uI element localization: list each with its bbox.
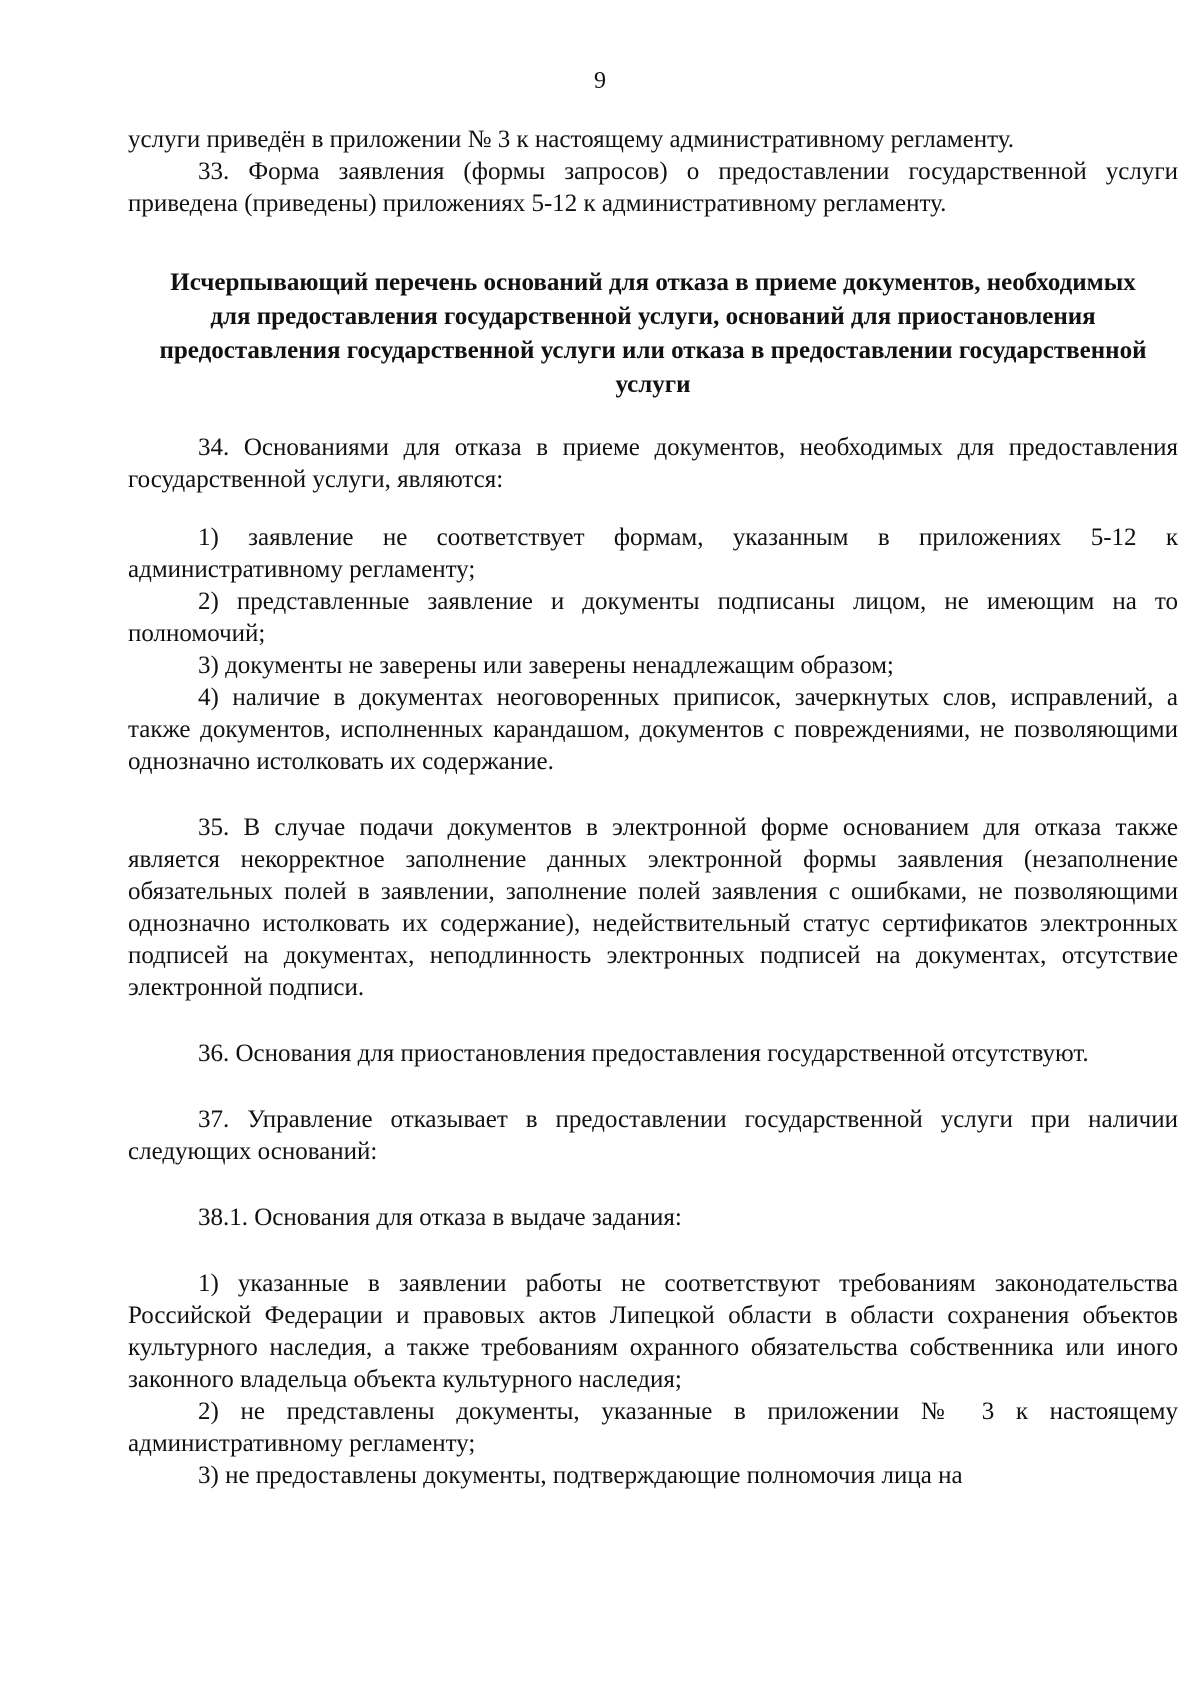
paragraph-36: 36. Основания для приостановления предоставления государственной отсутствуют. — [198, 1040, 1089, 1067]
paragraph-34-item-4: 4) наличие в документах неоговоренных приписок, зачеркнутых слов, исправлений, а также документов, исполненных карандашом, документов с повреждениями, не позволяющими однозначно истолковать их содержание. — [128, 684, 1178, 775]
paragraph-34: 34. Основаниями для отказа в приеме документов, необходимых для предоставления государственной услуги, являются: — [128, 434, 1178, 493]
paragraph-continuation: услуги приведён в приложении № 3 к настоящему административному регламенту. — [128, 126, 1014, 153]
paragraph-37: 37. Управление отказывает в предоставлении государственной услуги при наличии следующих оснований: — [128, 1106, 1178, 1165]
paragraph-34-item-3: 3) документы не заверены или заверены ненадлежащим образом; — [198, 652, 894, 679]
paragraph-33: 33. Форма заявления (формы запросов) о предоставлении государственной услуги приведена (приведены) приложениях 5-12 к административному регламенту. — [128, 158, 1178, 217]
paragraph-34-item-2: 2) представленные заявление и документы подписаны лицом, не имеющим на то полномочий; — [128, 588, 1178, 647]
paragraph-35: 35. В случае подачи документов в электронной форме основанием для отказа также является некорректное заполнение данных электронной формы заявления (незаполнение обязательных полей в заявлении, заполнение полей заявления с ошибками, не позволяющими однозначно истолковать их содержание), недействительный статус сертификатов электронных подписей на документах, неподлинность электронных подписей на документах, отсутствие электронной подписи. — [128, 814, 1178, 1001]
document-body — [128, 124, 1178, 1492]
section-heading: Исчерпывающий перечень оснований для отказа в приеме документов, необходимых для предоставления государственной услуги, оснований для приостановления предоставления государственной услуги или отказа в предоставлении государственной услуги — [159, 269, 1147, 398]
paragraph-38-item-1: 1) указанные в заявлении работы не соответствуют требованиям законодательства Российской Федерации и правовых актов Липецкой области в области сохранения объектов культурного наследия, а также требованиям охранного обязательства собственника или иного законного владельца объекта культурного наследия; — [128, 1270, 1178, 1393]
paragraph-38-item-2: 2) не представлены документы, указанные в приложении № 3 к настоящему административному регламенту; — [128, 1398, 1178, 1457]
paragraph-38-1: 38.1. Основания для отказа в выдаче задания: — [198, 1204, 682, 1231]
paragraph-38-item-3: 3) не предоставлены документы, подтверждающие полномочия лица на — [198, 1462, 963, 1489]
page-number: 9 — [594, 68, 606, 94]
paragraph-34-item-1: 1) заявление не соответствует формам, указанным в приложениях 5-12 к административному регламенту; — [128, 524, 1178, 583]
